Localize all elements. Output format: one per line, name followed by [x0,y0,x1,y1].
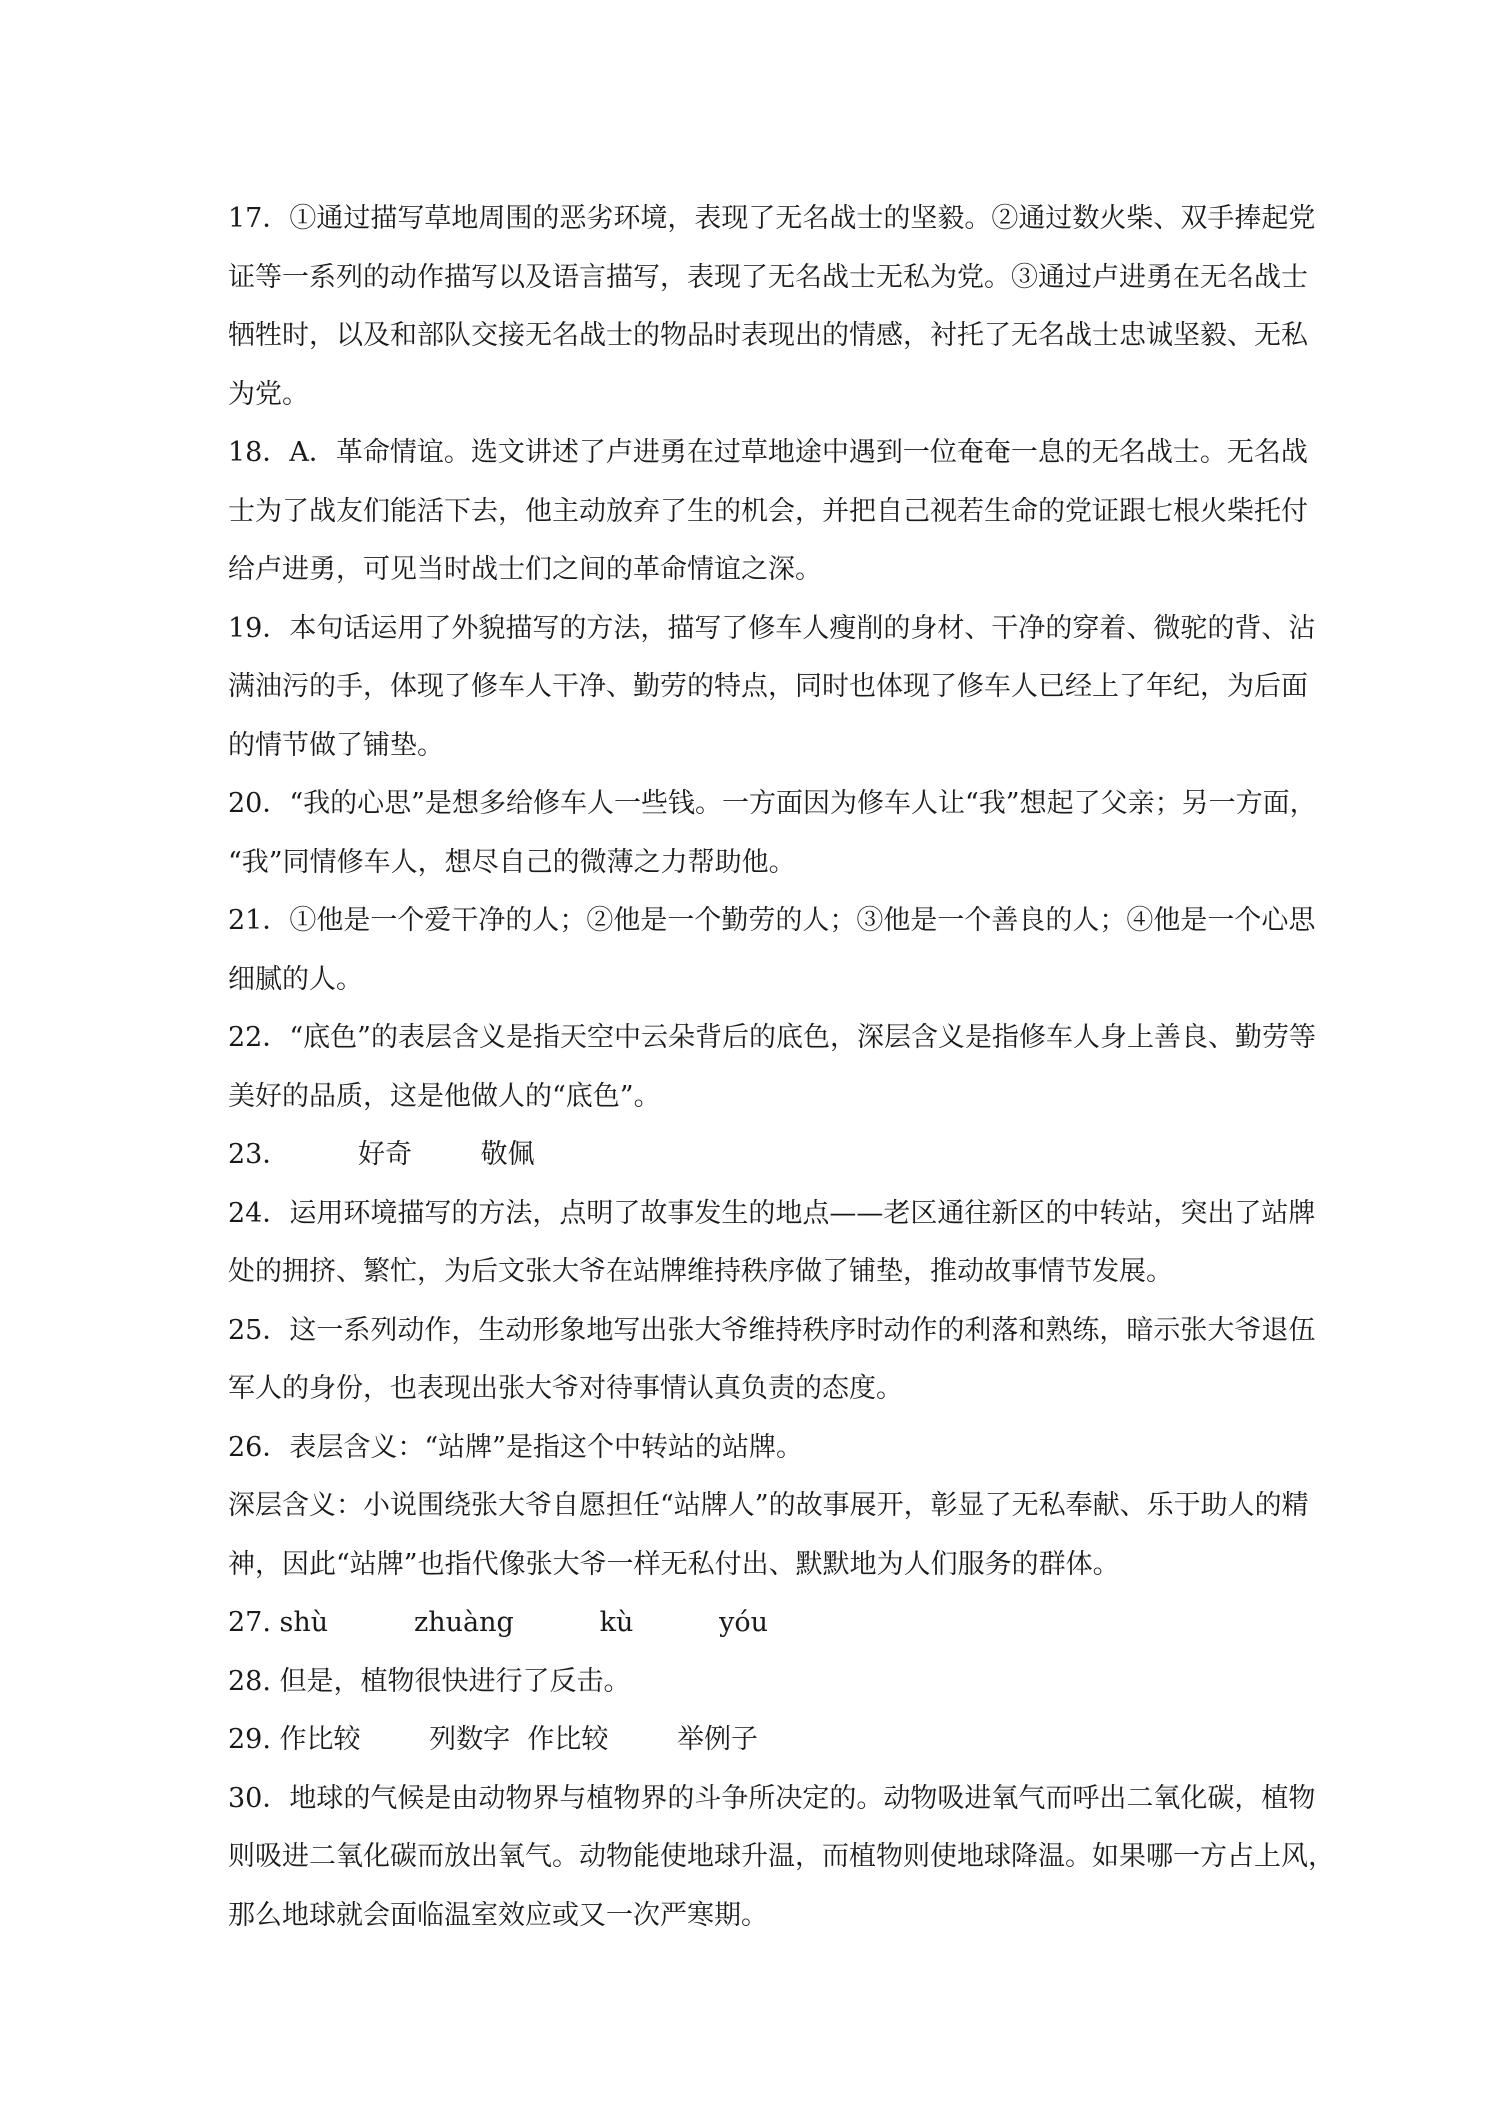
text-line: 25．这一系列动作，生动形象地写出张大爷维持秩序时动作的利落和熟练，暗示张大爷退伍 [228,1314,1316,1346]
text-line: “我”同情修车人，想尽自己的微薄之力帮助他。 [228,846,796,878]
text-line: 28. 但是，植物很快进行了反击。 [228,1665,631,1697]
text-line: 军人的身份，也表现出张大爷对待事情认真负责的态度。 [228,1373,903,1404]
text-line: 美好的品质，这是他做人的“底色”。 [228,1080,661,1112]
text-line: 的情节做了铺垫。 [228,729,444,761]
text-line: 21．①他是一个爱干净的人；②他是一个勤劳的人；③他是一个善良的人；④他是一个心思 [228,905,1316,936]
text-line: 22．“底色”的表层含义是指天空中云朵背后的底色，深层含义是指修车人身上善良、勤劳等 [228,1022,1316,1053]
text-line: 处的拥挤、繁忙，为后文张大爷在站牌维持秩序做了铺垫，推动故事情节发展。 [228,1256,1173,1287]
text-line: 那么地球就会面临温室效应或又一次严寒期。 [228,1899,768,1931]
text-line: 24．运用环境描写的方法，点明了故事发生的地点——老区通往新区的中转站，突出了站牌 [228,1197,1316,1229]
text-line: 牺牲时，以及和部队交接无名战士的物品时表现出的情感，衬托了无名战士忠诚坚毅、无私 [228,320,1308,351]
answer-text [228,190,1335,1945]
text-line: 细腻的人。 [228,963,363,995]
text-line: 深层含义：小说围绕张大爷自愿担任“站牌人”的故事展开，彰显了无私奉献、乐于助人的精 [228,1490,1309,1521]
text-line: 士为了战友们能活下去，他主动放弃了生的机会，并把自己视若生命的党证跟七根火柴托付 [228,495,1308,527]
text-line: 证等一系列的动作描写以及语言描写，表现了无名战士无私为党。③通过卢进勇在无名战士 [228,261,1308,293]
text-line: 满油污的手，体现了修车人干净、勤劳的特点，同时也体现了修车人已经上了年纪，为后面 [228,671,1308,702]
text-line: 17．①通过描写草地周围的恶劣环境，表现了无名战士的坚毅。②通过数火柴、双手捧起党 [228,203,1316,234]
text-line: 27. shù zhuàng kù yóu [228,1607,769,1638]
text-line: 29. 作比较 列数字 作比较 举例子 [228,1724,759,1755]
text-line: 19．本句话运用了外貌描写的方法，描写了修车人瘦削的身材、干净的穿着、微驼的背、沾 [228,612,1316,644]
text-line: 26．表层含义：“站牌”是指这个中转站的站牌。 [228,1431,803,1463]
text-line: 30．地球的气候是由动物界与植物界的斗争所决定的。动物吸进氧气而呼出二氧化碳，植物 [228,1782,1316,1814]
text-line: 18．A．革命情谊。选文讲述了卢进勇在过草地途中遇到一位奄奄一息的无名战士。无名战 [228,437,1308,468]
text-line: 则吸进二氧化碳而放出氧气。动物能使地球升温，而植物则使地球降温。如果哪一方占上风， [228,1841,1335,1872]
text-line: 为党。 [228,378,309,410]
text-line: 神，因此“站牌”也指代像张大爷一样无私付出、默默地为人们服务的群体。 [228,1548,1120,1580]
text-line: 23． 好奇 敬佩 [228,1139,535,1170]
text-line: 给卢进勇，可见当时战士们之间的革命情谊之深。 [228,554,822,585]
text-line: 20．“我的心思”是想多给修车人一些钱。一方面因为修车人让“我”想起了父亲；另一方面， [228,788,1317,819]
